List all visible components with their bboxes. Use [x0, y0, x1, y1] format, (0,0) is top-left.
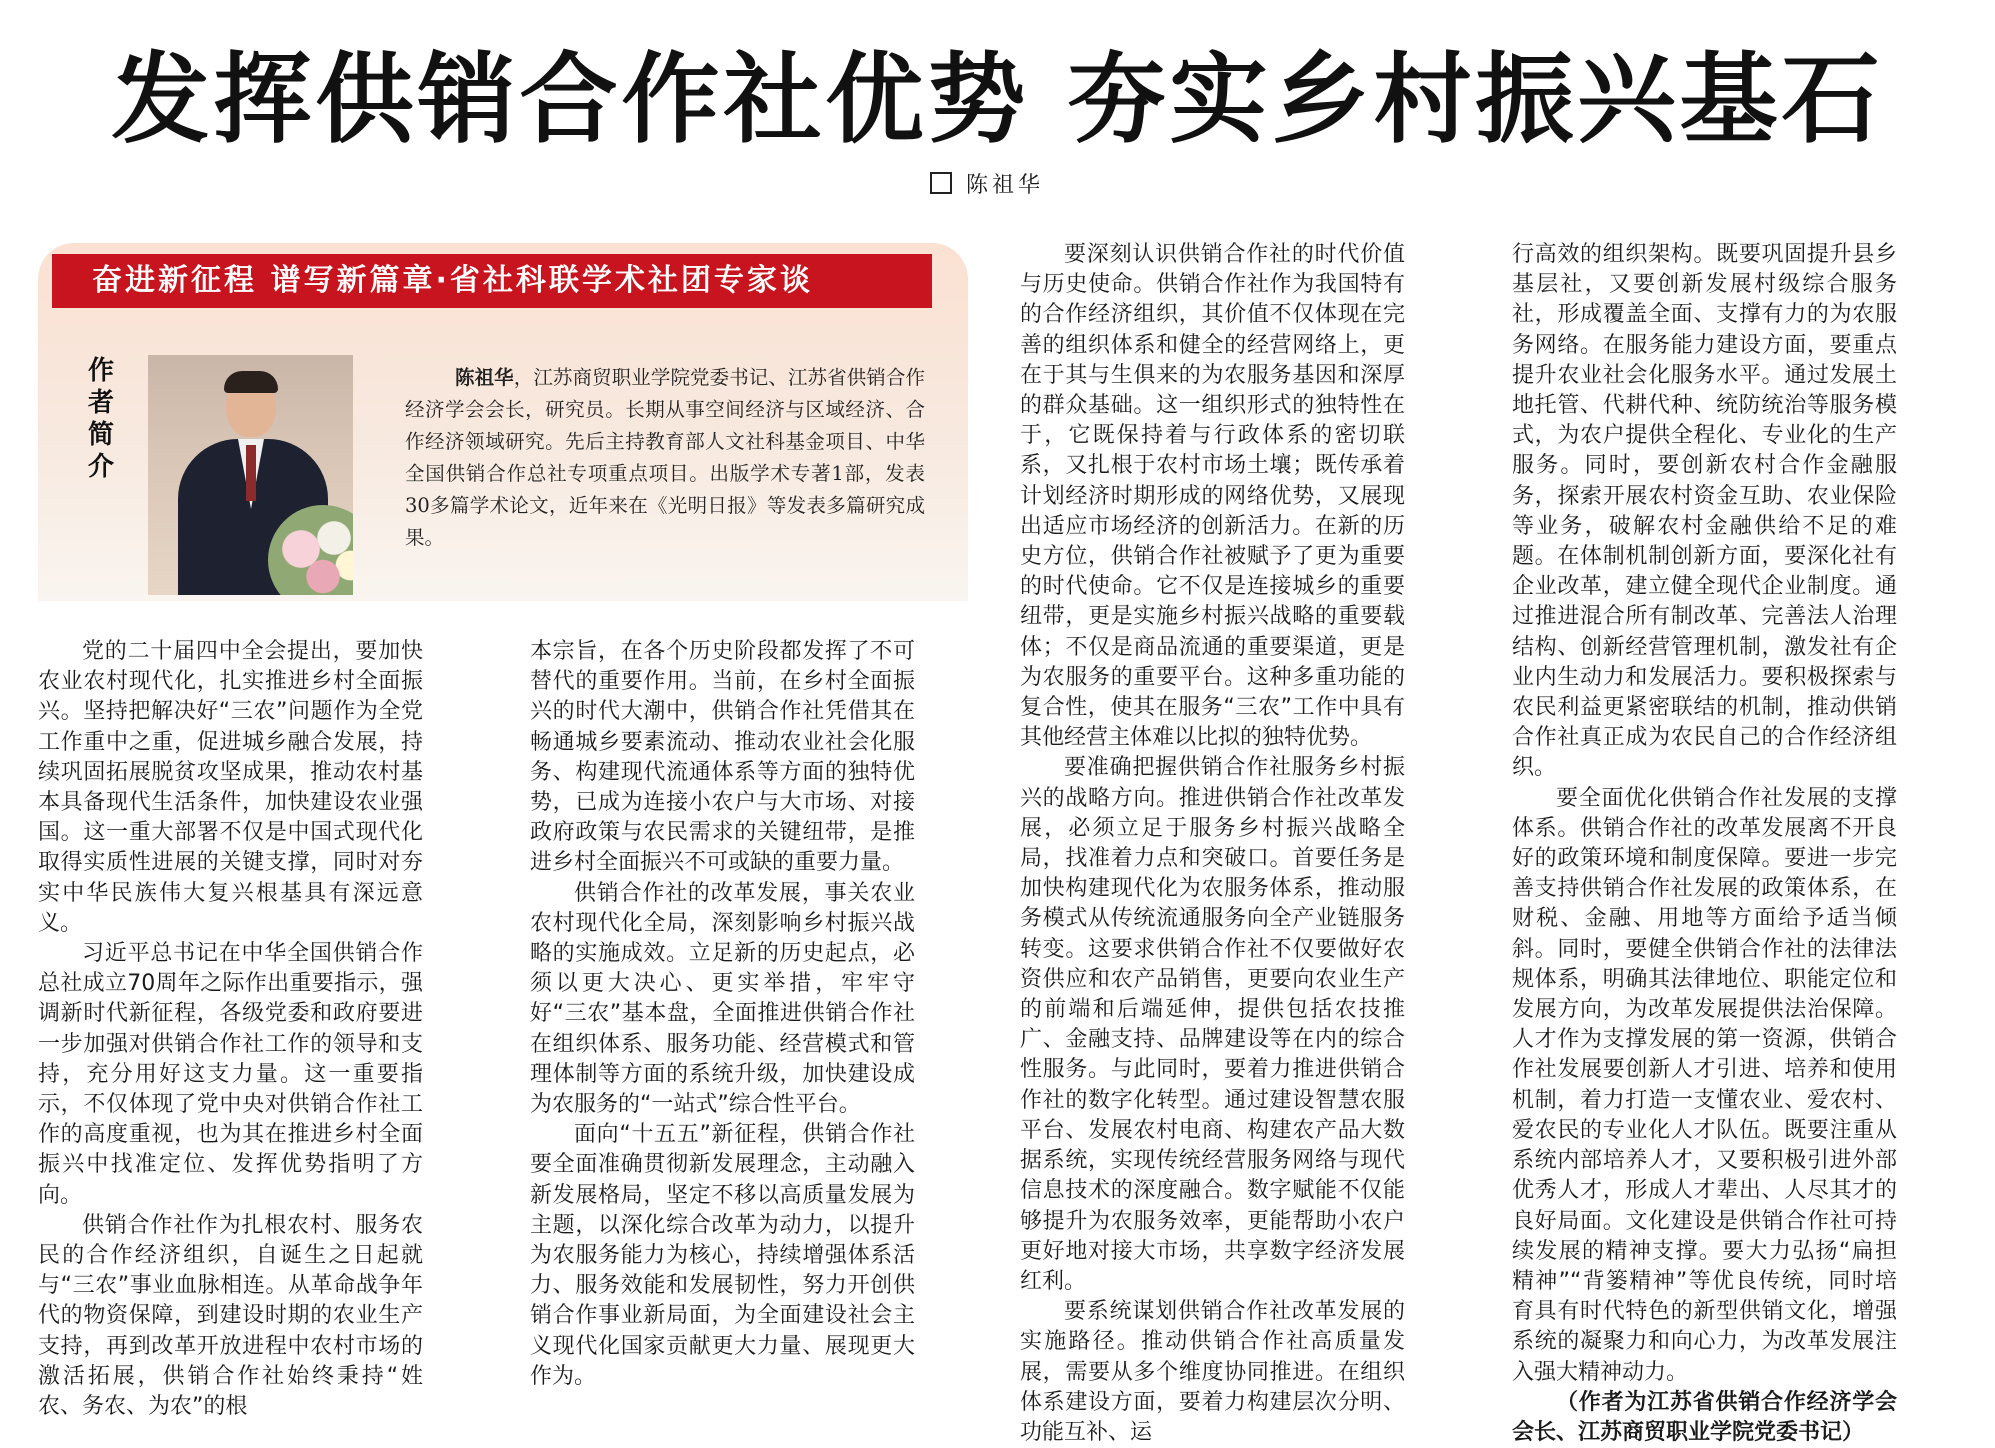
- byline-author: 陈祖华: [966, 172, 1045, 198]
- paragraph: 本宗旨，在各个历史阶段都发挥了不可替代的重要作用。当前，在乡村全面振兴的时代大潮中，供销合作社凭借其在畅通城乡要素流动、推动农业社会化服务、构建现代流通体系等方面的独特优势，已成为连接小农户与大市场、对接政府政策与农民需求的关键纽带，是推进乡村全面振兴不可或缺的重要力量。: [530, 639, 915, 876]
- author-bio: [405, 362, 925, 554]
- author-photo: [148, 355, 353, 595]
- paragraph: 供销合作社的改革发展，事关农业农村现代化全局，深刻影响乡村振兴战略的实施成效。立足新的历史起点，必须以更大决心、更实举措，牢牢守好“三农”基本盘，全面推进供销合作社在组织体系、服务功能、经营模式和管理体制等方面的系统升级，加快建设成为农服务的“一站式”综合性平台。: [530, 880, 915, 1118]
- paragraph: 习近平总书记在中华全国供销合作总社成立70周年之际作出重要指示，强调新时代新征程，各级党委和政府要进一步加强对供销合作社工作的领导和支持，充分用好这支力量。这一重要指示，不仅体现了党中央对供销合作社工作的高度重视，也为其在推进乡村全面振兴中找准定位、发挥优势指明了方向。: [38, 941, 423, 1208]
- article-column-4: [1512, 240, 1897, 1445]
- author-footnote: （作者为江苏省供销合作经济学会会长、江苏商贸职业学院党委书记）: [1512, 1389, 1897, 1445]
- article-column-3: [1020, 240, 1405, 1445]
- bio-text: ，江苏商贸职业学院党委书记、江苏省供销合作经济学会会长，研究员。长期从事空间经济与区域经济、合作经济领域研究。先后主持教育部人文社科基金项目、中华全国供销合作总社专项重点项目。出版学术专著1部，发表30多篇学术论文，近年来在《光明日报》等发表多篇研究成果。: [405, 366, 925, 549]
- paragraph: 面向“十五五”新征程，供销合作社要全面准确贯彻新发展理念，主动融入新发展格局，坚定不移以高质量发展为主题，以深化综合改革为动力，以提升为农服务能力为核心，持续增强体系活力、服务效能和发展韧性，努力开创供销合作事业新局面，为全面建设社会主义现代化国家贡献更大力量、展现更大作为。: [530, 1122, 915, 1389]
- headline: 发挥供销合作社优势 夯实乡村振兴基石: [111, 43, 1884, 157]
- paragraph: 党的二十届四中全会提出，要加快农业农村现代化，扎实推进乡村全面振兴。坚持把解决好“三农”问题作为全党工作重中之重，促进城乡融合发展，持续巩固拓展脱贫攻坚成果，推动农村基本具备现代生活条件，加快建设农业强国。这一重大部署不仅是中国式现代化取得实质性进展的关键支撑，同时对夯实中华民族伟大复兴根基具有深远意义。: [38, 639, 423, 936]
- square-icon: [930, 172, 952, 194]
- series-banner: 奋进新征程 谱写新篇章·省社科联学术社团专家谈: [52, 254, 932, 308]
- author-intro-label: 作者简介: [87, 356, 114, 482]
- paragraph: 要深刻认识供销合作社的时代价值与历史使命。供销合作社作为我国特有的合作经济组织，其价值不仅体现在完善的组织体系和健全的经营网络上，更在于其与生俱来的为农服务基因和深厚的群众基础。这一组织形式的独特性在于，它既保持着与行政体系的密切联系，又扎根于农村市场土壤；既传承着计划经济时期形成的网络优势，又展现出适应市场经济的创新活力。在新的历史方位，供销合作社被赋予了更为重要的时代使命。它不仅是连接城乡的重要纽带，更是实施乡村振兴战略的重要载体；不仅是商品流通的重要渠道，更是为农服务的重要平台。这种多重功能的复合性，使其在服务“三农”工作中具有其他经营主体难以比拟的独特优势。: [1020, 242, 1405, 751]
- article-column-1: [38, 637, 423, 1420]
- paragraph: 供销合作社作为扎根农村、服务农民的合作经济组织，自诞生之日起就与“三农”事业血脉相连。从革命战争年代的物资保障，到建设时期的农业生产支持，再到改革开放进程中农村市场的激活拓展，供销合作社始终秉持“姓农、务农、为农”的根: [38, 1212, 423, 1420]
- bio-name: 陈祖华: [455, 366, 514, 389]
- byline: [930, 165, 1044, 201]
- paragraph: 要系统谋划供销合作社改革发展的实施路径。推动供销合作社高质量发展，需要从多个维度协同推进。在组织体系建设方面，要着力构建层次分明、功能互补、运: [1020, 1299, 1405, 1445]
- paragraph: 行高效的组织架构。既要巩固提升县乡基层社，又要创新发展村级综合服务社，形成覆盖全面、支撑有力的为农服务网络。在服务能力建设方面，要重点提升农业社会化服务水平。通过发展土地托管、代耕代种、统防统治等服务模式，为农户提供全程化、专业化的生产服务。同时，要创新农村合作金融服务，探索开展农村资金互助、农业保险等业务，破解农村金融供给不足的难题。在体制机制创新方面，要深化社有企业改革，建立健全现代企业制度。通过推进混合所有制改革、完善法人治理结构、创新经营管理机制，激发社有企业内生动力和发展活力。要积极探索与农民利益更紧密联结的机制，推动供销合作社真正成为农民自己的合作经济组织。: [1512, 242, 1897, 781]
- article-column-2: [530, 637, 915, 1389]
- paragraph: 要全面优化供销合作社发展的支撑体系。供销合作社的改革发展离不开良好的政策环境和制度保障。要进一步完善支持供销合作社发展的政策体系，在财税、金融、用地等方面给予适当倾斜。同时，要健全供销合作社的法律法规体系，明确其法律地位、职能定位和发展方向，为改革发展提供法治保障。人才作为支撑发展的第一资源，供销合作社发展要创新人才引进、培养和使用机制，着力打造一支懂农业、爱农村、爱农民的专业化人才队伍。既要注重从系统内部培养人才，又要积极引进外部优秀人才，形成人才辈出、人尽其才的良好局面。文化建设是供销合作社可持续发展的精神支撑。要大力弘扬“扁担精神”“背篓精神”等优良传统，同时培育具有时代特色的新型供销文化，增强系统的凝聚力和向心力，为改革发展注入强大精神动力。: [1512, 785, 1897, 1385]
- paragraph: 要准确把握供销合作社服务乡村振兴的战略方向。推进供销合作社改革发展，必须立足于服务乡村振兴战略全局，找准着力点和突破口。首要任务是加快构建现代化为农服务体系，推动服务模式从传统流通服务向全产业链服务转变。这要求供销合作社不仅要做好农资供应和农产品销售，更要向农业生产的前端和后端延伸，提供包括农技推广、金融支持、品牌建设等在内的综合性服务。与此同时，要着力推进供销合作社的数字化转型。通过建设智慧农服平台、发展农村电商、构建农产品大数据系统，实现传统经营服务网络与现代信息技术的深度融合。数字赋能不仅能够提升为农服务效率，更能帮助小农户更好地对接大市场，共享数字经济发展红利。: [1020, 755, 1405, 1294]
